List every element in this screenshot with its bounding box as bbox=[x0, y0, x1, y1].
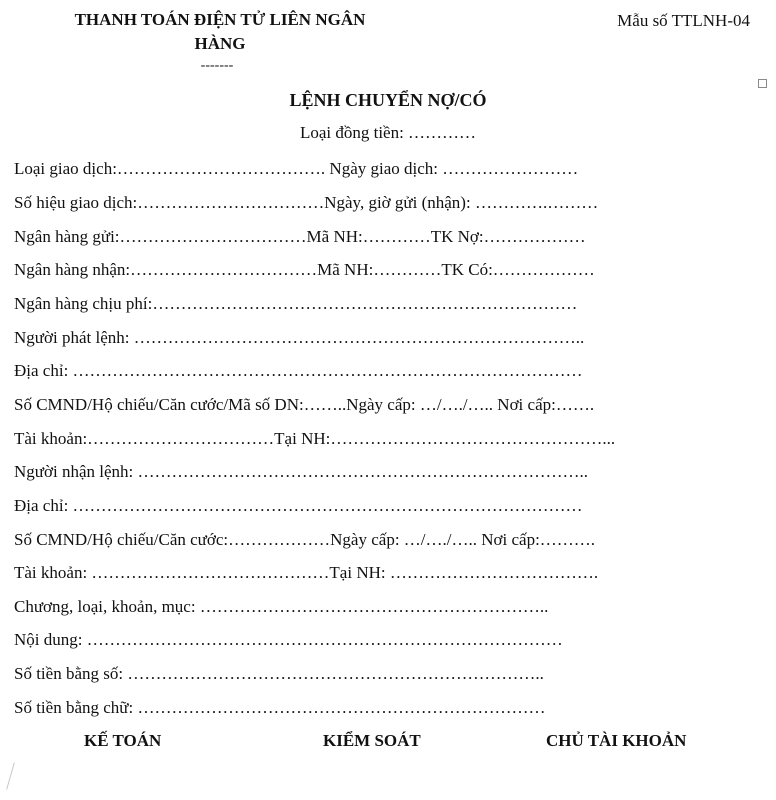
receiver-address-row[interactable]: Địa chỉ: ……………………………………………………………………………… bbox=[14, 496, 583, 515]
organization-divider: ------- bbox=[200, 58, 234, 73]
currency-type-field[interactable]: Loại đồng tiền: ………… bbox=[299, 123, 477, 142]
receiving-bank-row[interactable]: Ngân hàng nhận:……………………………Mã NH:…………TK Có:……………… bbox=[14, 260, 595, 279]
margin-mark bbox=[6, 762, 15, 789]
transaction-number-row[interactable]: Số hiệu giao dịch:……………………………Ngày, giờ gửi (nhận): ………….……… bbox=[14, 193, 599, 212]
content-row[interactable]: Nội dung: ………………………………………………………………………… bbox=[14, 630, 563, 649]
amount-in-figures-row[interactable]: Số tiền bằng số: ……………………………………………………………….. bbox=[14, 664, 544, 683]
sender-address-row[interactable]: Địa chỉ: ……………………………………………………………………………… bbox=[14, 361, 583, 380]
accountant-signature-label: KẾ TOÁN bbox=[84, 731, 162, 750]
controller-signature-label: KIỂM SOÁT bbox=[323, 731, 421, 750]
receiver-account-row[interactable]: Tài khoản: ……………………………………Tại NH: ………………………………. bbox=[14, 563, 599, 582]
issuing-organization bbox=[40, 8, 400, 56]
sending-bank-row[interactable]: Ngân hàng gửi:……………………………Mã NH:…………TK Nợ:……………… bbox=[14, 227, 586, 246]
fee-bank-row[interactable]: Ngân hàng chịu phí:………………………………………………………………… bbox=[14, 294, 578, 313]
organization-name-line-2: HÀNG bbox=[194, 34, 246, 53]
sender-name-row[interactable]: Người phát lệnh: …………………………………………………………………….. bbox=[14, 328, 585, 347]
amount-in-words-row[interactable]: Số tiền bằng chữ: ……………………………………………………………… bbox=[14, 698, 546, 717]
transaction-type-row[interactable]: Loại giao dịch:………………………………. Ngày giao dịch: …………………… bbox=[14, 159, 579, 178]
form-title: LỆNH CHUYỂN NỢ/CÓ bbox=[289, 90, 487, 110]
budget-code-row[interactable]: Chương, loại, khoản, mục: …………………………………………………….. bbox=[14, 597, 549, 616]
checkbox[interactable] bbox=[758, 79, 767, 88]
receiver-name-row[interactable]: Người nhận lệnh: …………………………………………………………………….. bbox=[14, 462, 588, 481]
form-code: Mẫu số TTLNH-04 bbox=[617, 11, 750, 30]
account-holder-signature-label: CHỦ TÀI KHOẢN bbox=[546, 731, 687, 750]
organization-name-line-1: THANH TOÁN ĐIỆN TỬ LIÊN NGÂN bbox=[74, 10, 366, 29]
receiver-id-row[interactable]: Số CMND/Hộ chiếu/Căn cước:………………Ngày cấp: …/…./….. Nơi cấp:………. bbox=[14, 530, 596, 549]
sender-account-row[interactable]: Tài khoản:……………………………Tại NH:…………………………………………... bbox=[14, 429, 616, 448]
sender-id-row[interactable]: Số CMND/Hộ chiếu/Căn cước/Mã số DN:……..Ngày cấp: …/…./….. Nơi cấp:……. bbox=[14, 395, 595, 414]
